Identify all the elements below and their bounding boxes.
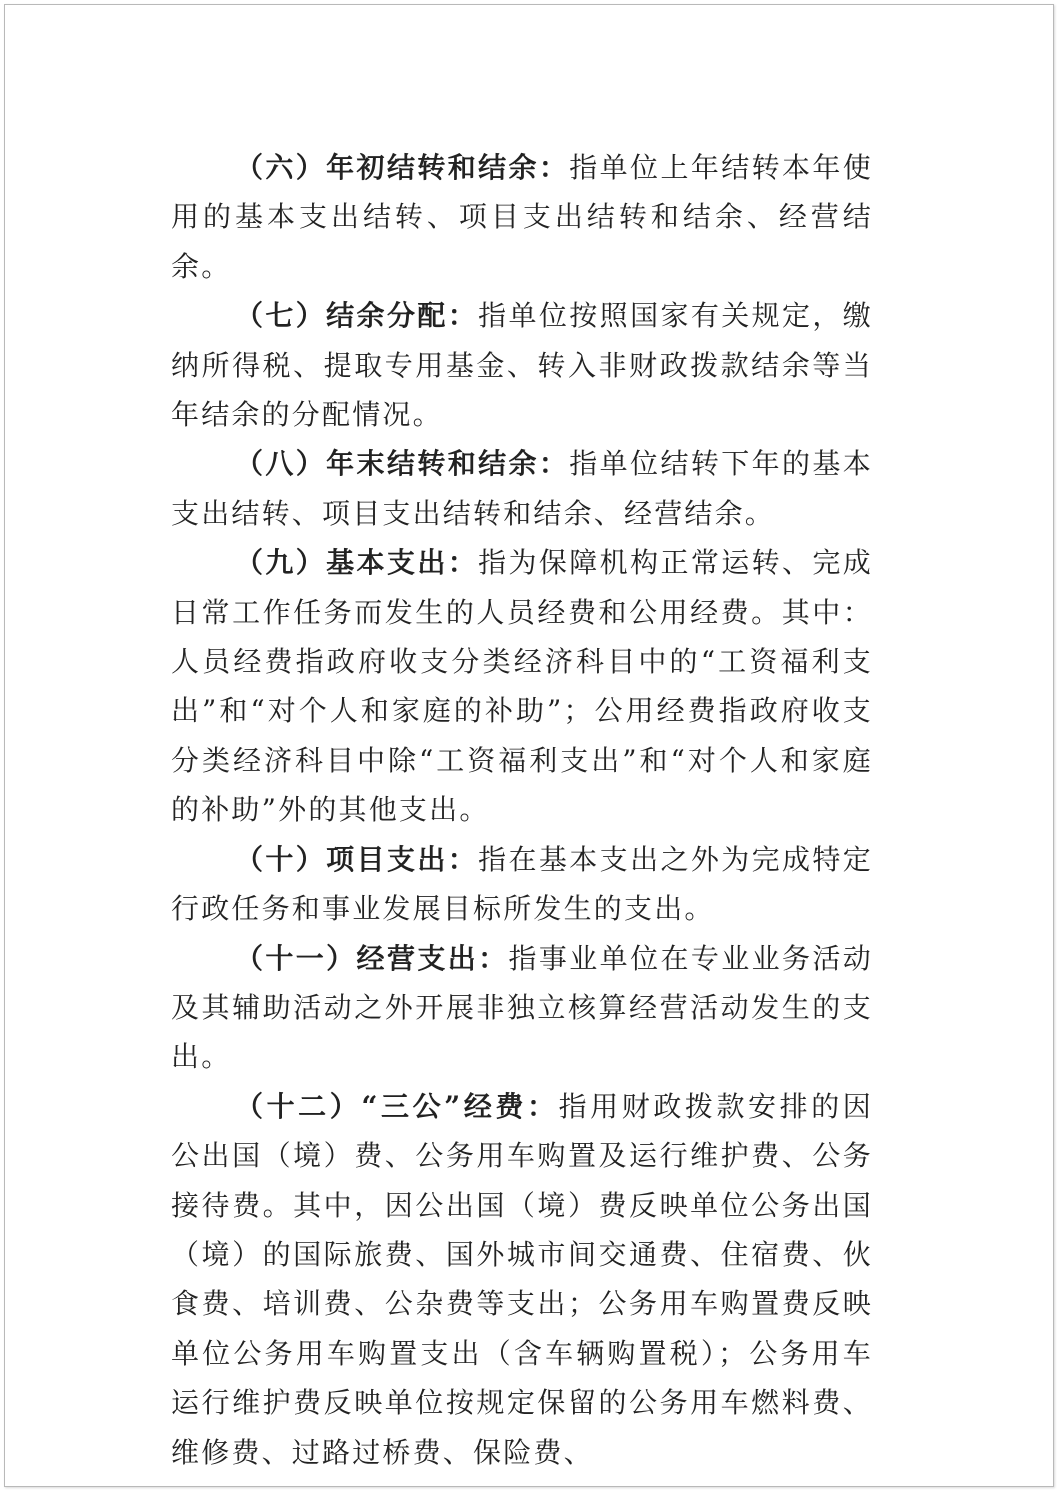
term-heading: （八）年末结转和结余： (235, 447, 570, 481)
paragraph-12 (171, 1082, 873, 1477)
term-heading: （十一）经营支出： (235, 941, 509, 975)
term-heading: （九）基本支出： (235, 546, 479, 580)
document-page (4, 4, 1054, 1487)
paragraph-8 (171, 439, 873, 538)
paragraph-7 (171, 291, 873, 439)
term-definition: 指单位结转下年的基本支出结转、项目支出结转和结余、经营结余。 (171, 447, 873, 530)
paragraph-10 (171, 835, 873, 934)
paragraph-11 (171, 934, 873, 1082)
paragraph-6 (171, 143, 873, 291)
term-definition: 指为保障机构正常运转、完成日常工作任务而发生的人员经费和公用经费。其中：人员经费指政府收支分类经济科目中的“工资福利支出”和“对个人和家庭的补助”；公用经费指政府收支分类经济科目中除“工资福利支出”和“对个人和家庭的补助”外的其他支出。 (171, 546, 873, 827)
term-definition: 指单位按照国家有关规定，缴纳所得税、提取专用基金、转入非财政拨款结余等当年结余的分配情况。 (171, 299, 873, 432)
term-definition: 指事业单位在专业业务活动及其辅助活动之外开展非独立核算经营活动发生的支出。 (171, 941, 873, 1074)
term-definition: 指在基本支出之外为完成特定行政任务和事业发展目标所发生的支出。 (171, 842, 873, 926)
term-heading: （七）结余分配： (235, 299, 479, 333)
term-definition: 指用财政拨款安排的因公出国（境）费、公务用车购置及运行维护费、公务接待费。其中，因公出国（境）费反映单位公务出国（境）的国际旅费、国外城市间交通费、住宿费、伙食费、培训费、公杂费等支出；公务用车购置费反映单位公务用车购置支出（含车辆购置税）；公务用车运行维护费反映单位按规定保留的公务用车燃料费、维修费、过路过桥费、保险费、 (171, 1089, 873, 1469)
document-body (171, 143, 873, 1477)
term-heading: （十二）“三公”经费： (235, 1089, 559, 1123)
term-heading: （十）项目支出： (235, 842, 479, 876)
paragraph-9 (171, 538, 873, 834)
term-definition: 指单位上年结转本年使用的基本支出结转、项目支出结转和结余、经营结余。 (171, 151, 873, 283)
term-heading: （六）年初结转和结余： (235, 151, 570, 184)
